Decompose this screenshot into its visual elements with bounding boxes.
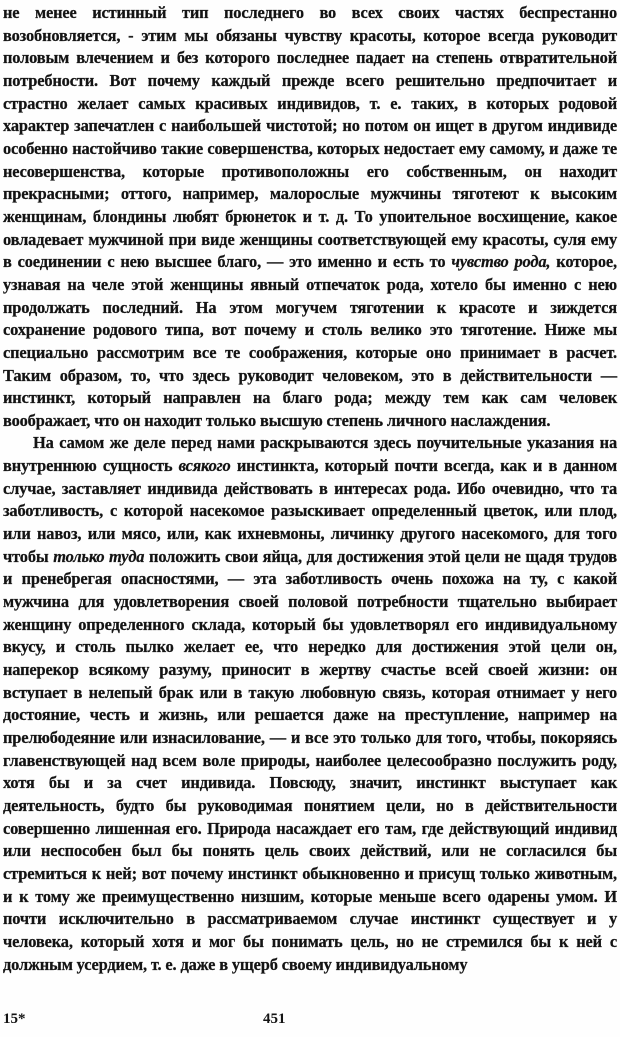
page-number: 451 bbox=[263, 1011, 286, 1027]
paragraph-1-italic-phrase: чувство рода, bbox=[451, 252, 551, 272]
paragraph-1-text-b: которое, узнавая на челе этой женщины явный отпечаток рода, хотело бы именно с нею продолжать последний. На этом могучем тяготении к красоте и зиждется сохранение родового типа, вот почему и столь велико это тяготение. Ниже мы специально рассмотрим все те соображения, которые оно принимает в расчет. Таким образом, то, что здесь руководит человеком, это в действительности — инстинкт, который направлен на благо рода; между тем как сам человек воображает, что он находит только высшую степень личного наслаждения. bbox=[3, 252, 617, 430]
paragraph-1 bbox=[3, 2, 617, 432]
paragraph-1-text-a: не менее истинный тип последнего во всех своих частях беспрестанно возобновляется, - этим мы обязаны чувству красоты, которое всегда руководит половым влечением и без которого последнее падает на степень отвратительной потребности. Вот почему каждый прежде всего решительно предпочитает и страстно желает самых красивых индивидов, т. е. таких, в которых родовой характер запечатлен с наибольшей чистотой; но потом он ищет в другом индивиде особенно настойчиво такие совершенства, которых недостает ему самому, и даже те несовершенства, которые противоположны его собственным, он находит прекрасными; оттого, например, малорослые мужчины тяготеют к высоким женщинам, блондины любят брюнеток и т. д. То упоительное восхищение, какое овладевает мужчиной при виде женщины соответствующей ему красоты, суля ему в соединении с нею высшее благо, — это именно и есть то bbox=[3, 3, 617, 272]
page-footer bbox=[3, 1011, 617, 1033]
paragraph-2 bbox=[3, 432, 617, 976]
paragraph-2-text-b: инстинкта, который почти всегда, как и в данном случае, заставляет индивида действовать в интересах рода. Ибо очевидно, что та заботливость, с которой насекомое разыскивает определенный цветок, или плод, или навоз, или мясо, или, как ихневмоны, личинку другого насекомого, для того чтобы bbox=[3, 456, 617, 566]
paragraph-2-text-c: положить свои яйца, для достижения этой цели не щадя трудов и пренебрегая опасностями, — эта заботливость очень похожа на ту, с какой мужчина для удовлетворения своей половой потребности тщательно выбирает женщину определенного склада, который бы удовлетворял его индивидуальному вкусу, и столь пылко желает ее, что нередко для достижения этой цели он, наперекор всякому разуму, приносит в жертву счастье всей своей жизни: он вступает в нелепый брак или в такую любовную связь, которая отнимает у него достояние, честь и жизнь, или решается даже на преступление, например на прелюбодеяние или изнасилование, — и все это только для того, чтобы, покоряясь главенствующей над всем воле природы, наиболее целесообразно послужить роду, хотя бы и за счет индивида. Повсюду, значит, инстинкт выступает как деятельность, будто бы руководимая понятием цели, но в действительности совершенно лишенная его. Природа насаждает его там, где действующий индивид или неспособен был бы понять цель своих действий, или не согласился бы стремиться к ней; вот почему инстинкт обыкновенно и присущ только животным, и к тому же преимущественно низшим, которые меньше всего одарены умом. И почти исключительно в рассматриваемом случае инстинкт существует и у человека, который хотя и мог бы понимать цель, но не стремился бы к ней с должным усердием, т. е. даже в ущерб своему индивидуальному bbox=[3, 546, 617, 974]
paragraph-2-italic-word: всякого bbox=[178, 456, 231, 476]
paragraph-2-text-a: На самом же деле перед нами раскрываются здесь поучительные указания на внутреннюю сущность bbox=[3, 433, 617, 476]
printer-signature: 15* bbox=[3, 1011, 26, 1027]
body-text bbox=[3, 2, 617, 976]
paragraph-2-italic-phrase: только туда bbox=[53, 546, 145, 566]
